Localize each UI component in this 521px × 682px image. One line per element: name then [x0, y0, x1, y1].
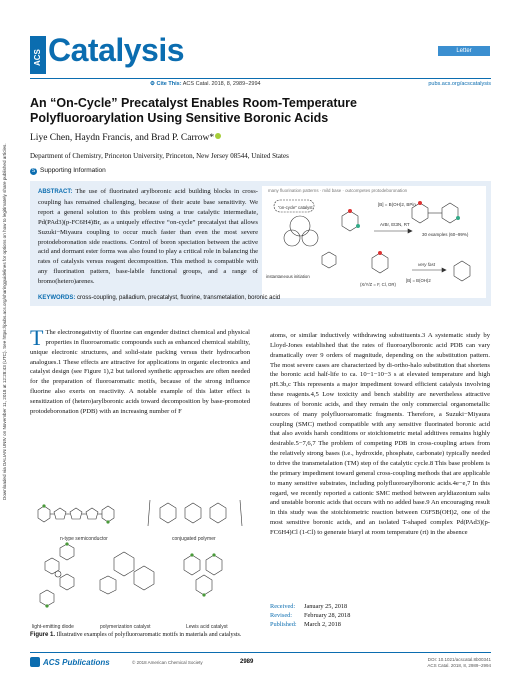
info-icon: S [31, 168, 36, 174]
abstract-panel [30, 181, 491, 306]
acs-publications-logo: ACS Publications [30, 657, 110, 667]
orcid-icon[interactable] [215, 133, 221, 139]
figure-1-caption: Figure 1. Illustrative examples of polyfluoroaromatic motifs in materials and catalysts. [30, 632, 242, 638]
article-title: An “On-Cycle” Precatalyst Enables Room-Temperature Polyfluoroarylation Using Sensitive Boronic Acids [30, 96, 357, 125]
fig-label-led: light-emitting diode [32, 624, 74, 630]
acs-logo: ACS [30, 36, 46, 74]
toc-graphic [262, 186, 486, 298]
date-published: Published: March 2, 2018 [270, 620, 341, 628]
fig-label-polymerization: polymerization catalyst [100, 624, 151, 630]
header-rule [30, 78, 491, 79]
abstract-text: ABSTRACT: The use of fluorinated arylboronic acid building blocks in cross-coupling has remained challenging, because of their acute base sensitivity. We report a general solution to this problem using a true catalytic intermediate, Pd(PAd3)(p-FC6H4)Br, as a uniquely effective “on-cycle” precatalyst that allows Suzuki−Miyaura coupling to occur much faster than even the most severe protodeboronation side reactions. Control of boron speciation between the active acid and dormant ester forms was also found to play a critical role in balancing the rates of catalysis versus reagent decomposition. This method is compatible with any fluorination pattern, base-labile functional groups, and a range of bromo(hetero)arenes. [38, 188, 258, 286]
affiliation: Department of Chemistry, Princeton University, Princeton, New Jersey 08544, United States [30, 152, 289, 160]
toc-label-catalyst: “on-cycle” catalyst [278, 205, 313, 210]
dropcap: T [30, 325, 44, 350]
author-list: Liye Chen, Haydn Francis, and Brad P. Carrow* [30, 133, 221, 143]
doi[interactable]: DOI: 10.1021/acscatal.8b00341 ACS Catal. 2018, 8, 2989−2994 [427, 657, 491, 668]
journal-logo-word: Catalysis [48, 32, 185, 68]
keywords: KEYWORDS: cross-coupling, palladium, precatalyst, fluorine, transmetalation, boronic acid [38, 295, 281, 301]
copyright: © 2018 American Chemical Society [132, 660, 203, 665]
body-column-1: T The electronegativity of fluorine can engender distinct chemical and physical properties in fluoroaromatic compounds such as enhanced chemical stability, unique electronic structures, and solid-state packing versus their hydrocarbon analogues.1 These effects are attractive for applications in organic electronics and catalyst design (see Figure 1),2 but tailored synthetic approaches are often needed for the preparation of fluoroaromatic motifs, because of the strong influence fluorine also exerts on reactivity. A notable example of this latter effect is sensitization of (hetero)arylboronic acids toward decomposition by base-promoted protodeboronation (PDB) with an increasing number of F [30, 325, 250, 415]
fig-label-polymer: conjugated polymer [172, 536, 216, 542]
supporting-info-link[interactable]: S Supporting Information [31, 167, 106, 174]
figure-1 [30, 490, 250, 632]
fig-label-lewis: Lewis acid catalyst [186, 624, 228, 630]
journal-url[interactable]: pubs.acs.org/acscatalysis [428, 81, 491, 87]
journal-header [30, 34, 490, 74]
toc-label-initiation: instantaneous initiation [266, 274, 310, 279]
toc-label-boronic: [B] = B(OH)2 [406, 278, 431, 283]
date-revised: Revised: February 28, 2018 [270, 611, 351, 619]
toc-caption: many fluorination patterns · mild base · outcompetes protodeboronation [268, 188, 408, 193]
toc-scheme [262, 186, 486, 298]
toc-label-conditions: ArBr, Et3N, RT [380, 222, 410, 227]
cite-this[interactable]: ⚙ Cite This: ACS Catal. 2018, 8, 2989−2994 [150, 81, 261, 87]
publication-dates [270, 603, 350, 629]
footer-rule [30, 652, 491, 653]
page-number: 2989 [240, 659, 254, 665]
body-column-2: atoms, or similar inductively withdrawing substituents.3 A systematic study by Lloyd-Jones established that the rates of fluoroarylboronic acid PDB can vary dramatically over 9 orders of magnitude, depending on the substitution pattern. The most severe cases are characterized by di-ortho-halo substitution that shortens the boronic acid half-life to ca. 10−1−10−3 s at elevated temperature and high pH.3b,c This represents a major impediment toward efficient catalysis involving these reagents.4,5 Low toxicity and bench stability are nevertheless attractive features of boronic acids, and they remain the only commercial organometallic sources of many polyfluoroaromatic fragments. Therefore, a Suzuki−Miyaura coupling (SMC) method compatible with any sensitive fluorinated boronic acid that also avoids harsh conditions or stoichiometric metal additives remains highly desirable.5−7,6,7 The problem of competing PDB in cross-coupling arises from the relatively strong bases (i.e., hydroxide, phosphate, carbonate) typically needed to drive the transmetalation (TM) step of the catalytic cycle.8 This base problem is the primary impediment toward general cross-coupling methods that are applicable to many sensitive substrates, including polyfluoroarylboronic acids.4e−e,7 In this regard, we recently reported a cationic SMC method between aryldiazonium salts and unstable boronic acids that occurs with no added base.9 An encouraging result in this study was the stoichiometric reaction between C6F5B(OH)2, one of the most sensitive boronic acids, and an isolated T-shaped complex Pd(PAd3)(p-FC6H4)Cl (1-Cl) to generate biaryl at room temperature (rt) in the absence [270, 332, 490, 536]
toc-label-substituents: (X/Y/Z = F, Cl, OR) [360, 282, 396, 287]
article-type-badge: Letter [438, 46, 490, 56]
page-footer [30, 657, 491, 671]
figure-1-structures [30, 490, 250, 630]
date-received: Received: January 25, 2018 [270, 603, 348, 610]
toc-label-examples: 30 examples (60−99%) [422, 232, 469, 237]
download-note: Downloaded via DALIAN UNIV on November 11, 2018 at 12:28:43 (UTC). See https://pubs.acs.org/sharingguidelines for options on how to legitimately share published articles. [2, 143, 7, 500]
toc-label-fast: very fast [418, 262, 436, 267]
toc-label-boron: [B] = B(OH)2, BPin [378, 202, 416, 207]
fig-label-semiconductor: n-type semiconductor [60, 536, 108, 542]
